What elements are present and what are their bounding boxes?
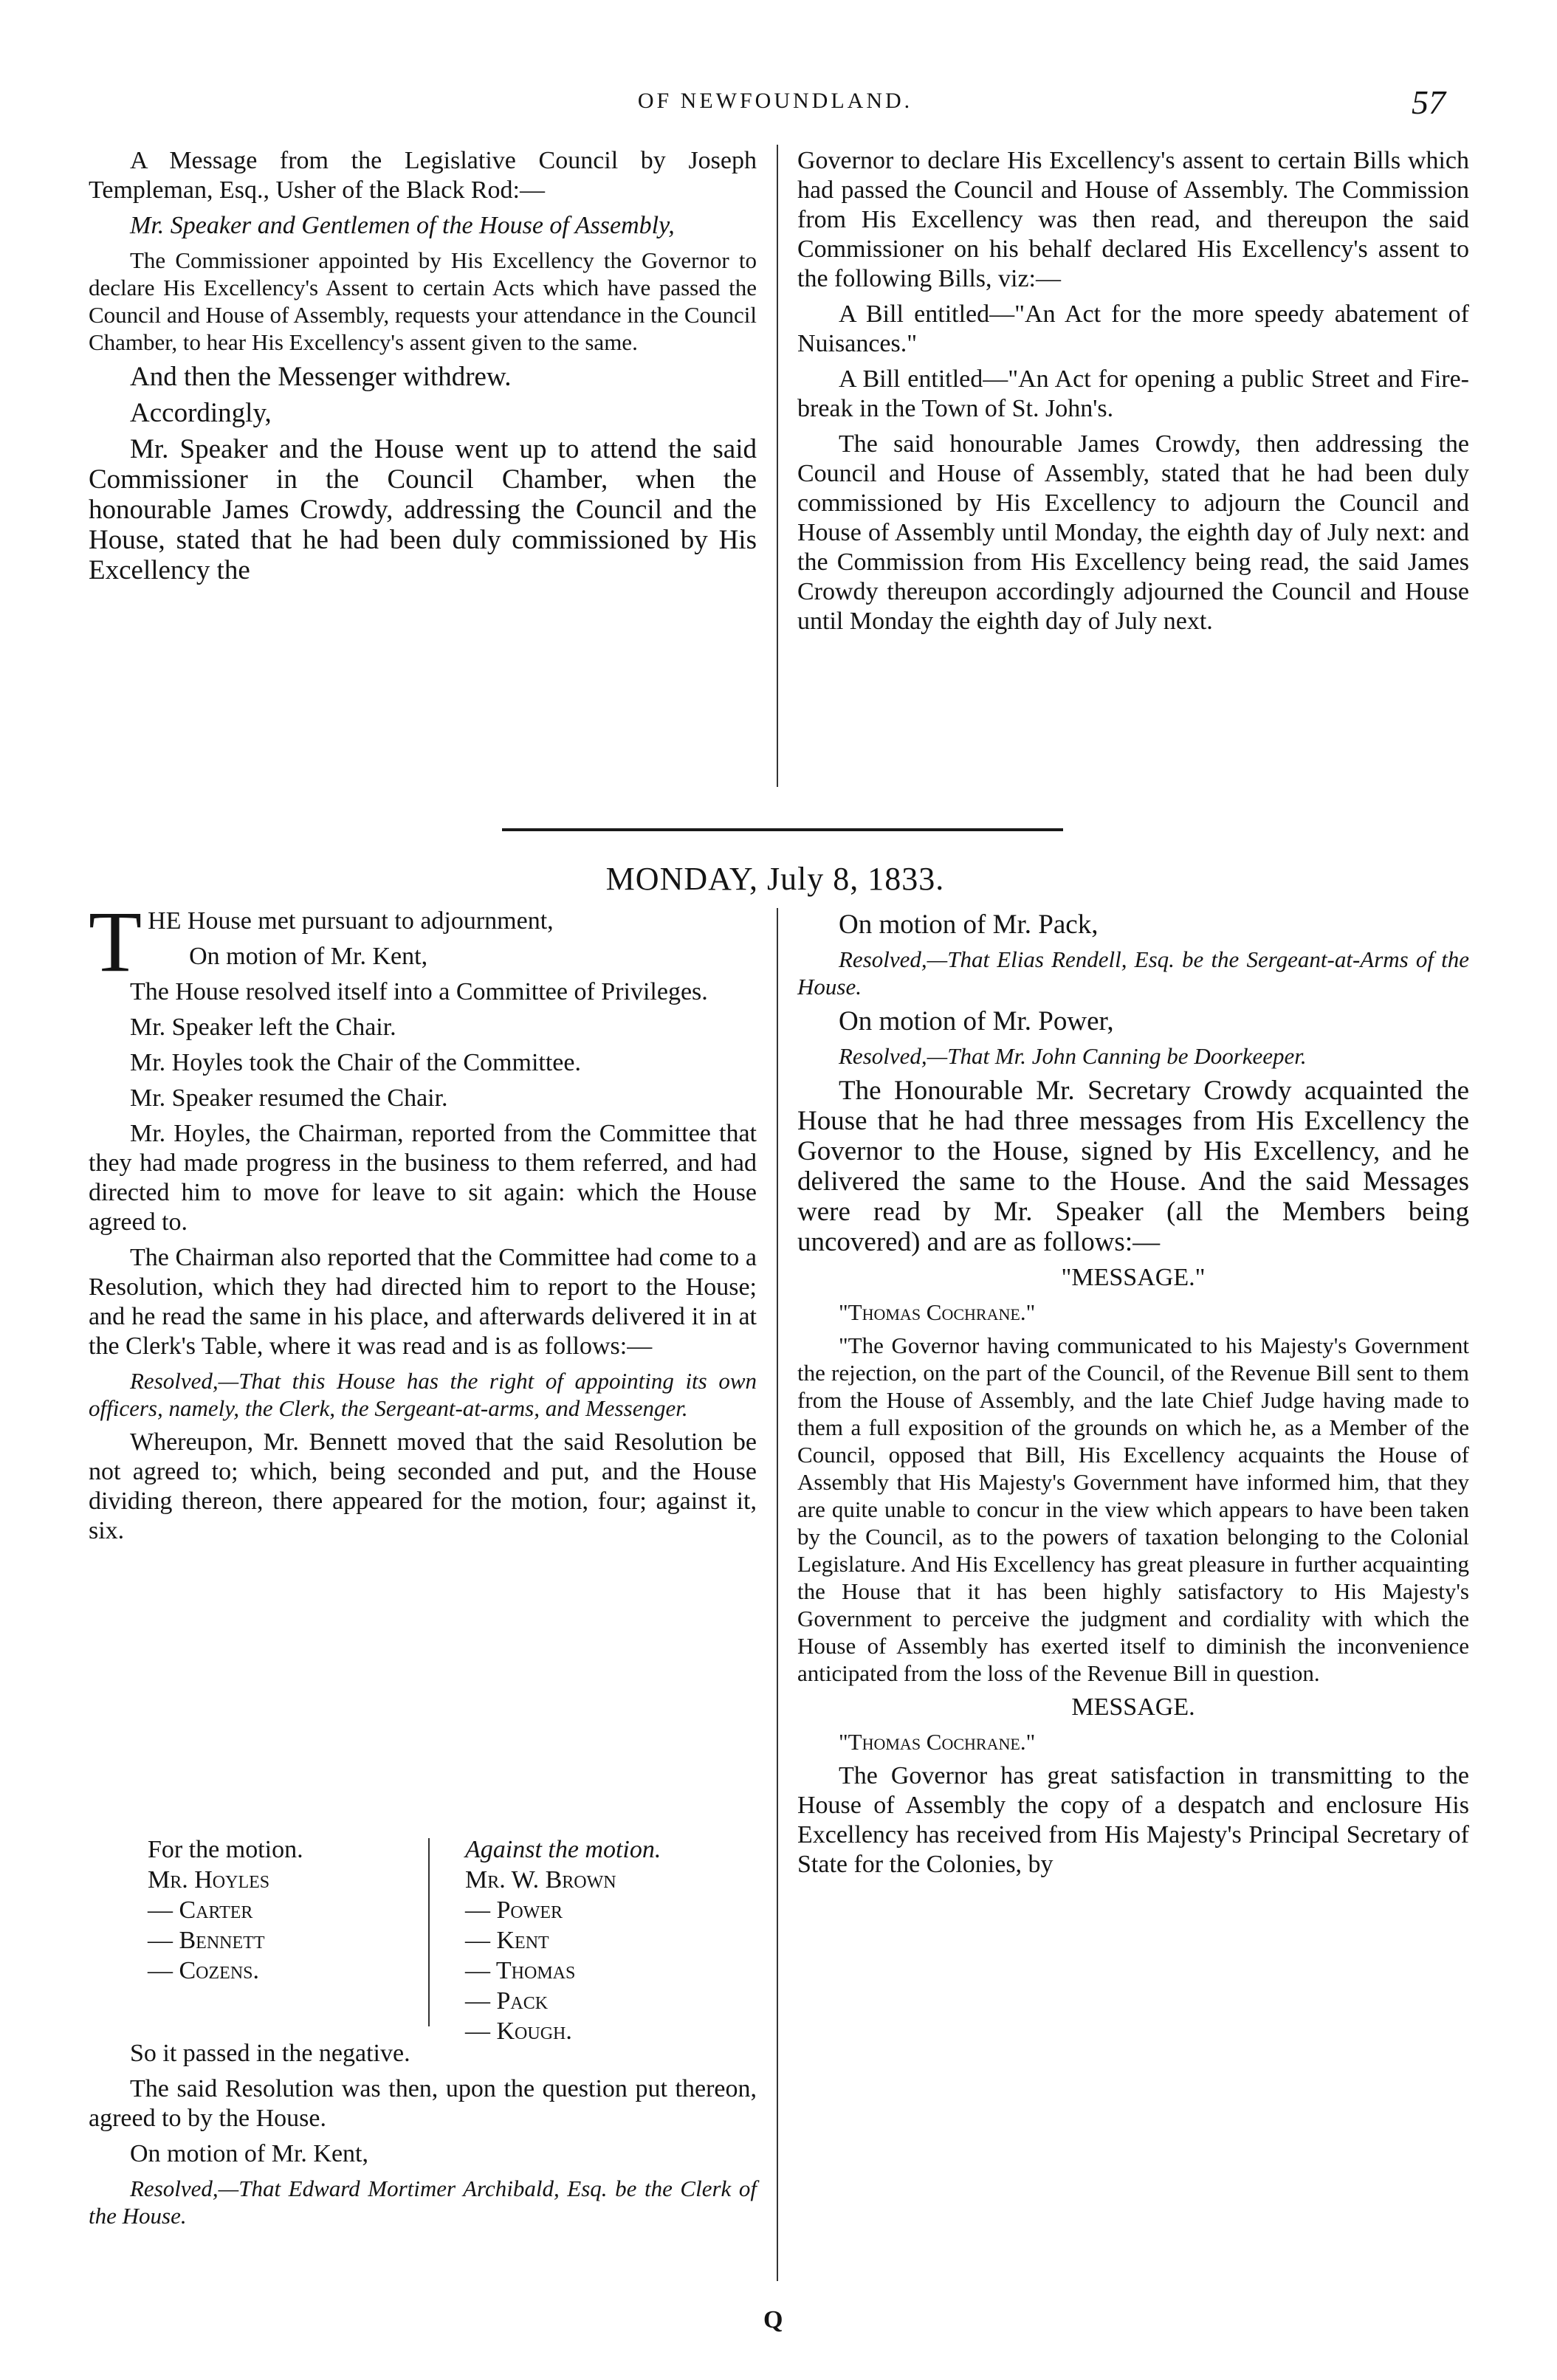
motion-kent-2: On motion of Mr. Kent, [130,2140,368,2167]
hoyles-chair: Mr. Hoyles took the Chair of the Committee. [130,1049,581,1076]
messenger-withdrew: And then the Messenger withdrew. [130,362,512,392]
chairman-report: Mr. Hoyles, the Chairman, reported from the Committee that they had made progress in the business to them referred, and had directed him to move for leave to sit again: which the House agreed to. [89,1120,757,1236]
motion-pack: On motion of Mr. Pack, [839,909,1099,940]
against-name: — Thomas [465,1957,576,1984]
messages-delivered: The Honourable Mr. Secretary Crowdy acquainted the House that he had three messages from His Excellency the Governor to the House, signed by His Excellency, and he delivered the same to the House. And the said Messages were read by Mr. Speaker (all the Members being uncovered) and are as follows:— [797,1076,1469,1257]
assent-declared: Governor to declare His Excellency's assent to certain Bills which had passed the Council and House of Assembly. The Commission from His Excellency was then read, and thereupon the said Commissioner on his behalf declared His Excellency's assent to the following Bills, viz:— [797,147,1469,292]
against-name: — Power [465,1896,563,1924]
committee-of-privileges: The House resolved itself into a Committee of Privileges. [130,978,708,1005]
running-header: OF NEWFOUNDLAND. [637,89,913,113]
column-divider-bottom [777,908,778,2281]
message-signature-1: "Thomas Cochrane." [839,1299,1036,1325]
opening-line: HE House met pursuant to adjournment, [148,907,554,935]
bennett-motion: Whereupon, Mr. Bennett moved that the said Resolution be not agreed to; which, being seconded and put, and the House dividing thereon, there appeared for the motion, four; against it, six. [89,1428,757,1544]
resolution-clerk: Resolved,—That Edward Mortimer Archibald, Esq. be the Clerk of the House. [89,2176,757,2229]
bill-street: A Bill entitled—"An Act for opening a public Street and Fire-break in the Town of St. John's. [797,365,1469,422]
signature-mark: Q [763,2306,783,2333]
commissioner-message: The Commissioner appointed by His Excellency the Governor to declare His Excellency's Assent to certain Acts which have passed the Council and House of Assembly, requests your attendance in the Council Chamber, to hear His Excellency's assent given to the same. [89,247,757,355]
top-left-column [89,146,757,591]
column-divider-top [777,145,778,787]
bottom-right-column [797,909,1469,1885]
passed-negative: So it passed in the negative. [130,2040,410,2067]
against-header: Against the motion. [465,1836,661,1863]
resolution-doorkeeper: Resolved,—That Mr. John Canning be Doorkeeper. [839,1043,1307,1069]
for-name: — Cozens. [148,1957,260,1984]
resolution-report: The Chairman also reported that the Committee had come to a Resolution, which they had directed him to report to the House; and he read the same in his place, and afterwards delivered it in at the Clerk's Table, where it was read and is as follows:— [89,1244,757,1360]
top-right-column [797,146,1469,642]
bottom-left-column-end [89,2039,757,2235]
bill-nuisances: A Bill entitled—"An Act for the more speedy abatement of Nuisances." [797,300,1469,357]
motion-kent: On motion of Mr. Kent, [189,943,428,970]
salutation: Mr. Speaker and Gentlemen of the House of Assembly, [130,212,675,239]
for-name: — Carter [148,1896,253,1924]
speaker-left: Mr. Speaker left the Chair. [130,1014,396,1041]
against-name: — Kough. [465,2018,572,2045]
date-heading: MONDAY, July 8, 1833. [605,861,945,897]
for-the-motion-list [148,1834,413,1986]
message-signature-2: "Thomas Cochrane." [839,1729,1036,1755]
accordingly: Accordingly, [130,398,272,428]
bottom-left-column [89,893,757,1552]
resolution-officers: Resolved,—That this House has the right of appointing its own officers, namely, the Clerk, the Sergeant-at-arms, and Messenger. [89,1368,757,1421]
dropcap-letter: T [89,893,142,990]
message-heading-1: "MESSAGE." [1061,1264,1206,1291]
against-name: Mr. W. Brown [465,1866,616,1894]
against-name: — Kent [465,1927,549,1954]
adjournment-paragraph: The said honourable James Crowdy, then addressing the Council and House of Assembly, stated that he had been duly commissioned by His Excellency to adjourn the Council and House of Assembly until Monday, the eighth day of July next: and the Commission from His Excellency being read, the said James Crowdy thereupon accordingly adjourned the Council and House until Monday the eighth day of July next. [797,430,1469,635]
message-intro: A Message from the Legislative Council by Joseph Templeman, Esq., Usher of the Black Rod:— [89,147,757,204]
house-attended: Mr. Speaker and the House went up to attend the said Commissioner in the Council Chamber, when the honourable James Crowdy, addressing the Council and the House, stated that he had been duly commissioned by His Excellency the [89,434,757,585]
message-heading-2: MESSAGE. [1071,1693,1195,1721]
speaker-resumed: Mr. Speaker resumed the Chair. [130,1084,448,1112]
resolution-agreed: The said Resolution was then, upon the question put thereon, agreed to by the House. [89,2075,757,2132]
section-rule [502,828,1063,831]
for-name: Mr. Hoyles [148,1866,270,1894]
against-the-motion-list [465,1834,746,2046]
page-number: 57 [1412,83,1446,121]
message-despatch: The Governor has great satisfaction in transmitting to the House of Assembly the copy of a despatch and enclosure His Excellency has received from His Majesty's Principal Secretary of State for the Colonies, by [797,1762,1469,1878]
against-name: — Pack [465,1987,549,2015]
for-name: — Bennett [148,1927,265,1954]
for-header: For the motion. [148,1836,303,1863]
message-revenue-bill: "The Governor having communicated to his Majesty's Government the rejection, on the part of the Council, of the Revenue Bill sent to them from the House of Assembly, and the late Chief Judge having made to them a full exposition of the grounds on which he, as a Member of the Council, opposed that Bill, His Excellency acquaints the House of Assembly that His Majesty's Government have informed him, that they are quite unable to concur in the view which appears to have been taken by the Council, as to the powers of taxation belonging to the Colonial Legislature. And His Excellency has great pleasure in further acquainting the House that it has been highly satisfactory to His Majesty's Government to perceive the judgment and cordiality with which the House of Assembly has exerted itself to diminish the inconvenience anticipated from the loss of the Revenue Bill in question. [797,1332,1469,1686]
division-divider [428,1838,430,2026]
resolution-sergeant: Resolved,—That Elias Rendell, Esq. be the Sergeant-at-Arms of the House. [797,946,1469,1000]
motion-power: On motion of Mr. Power, [839,1006,1114,1036]
